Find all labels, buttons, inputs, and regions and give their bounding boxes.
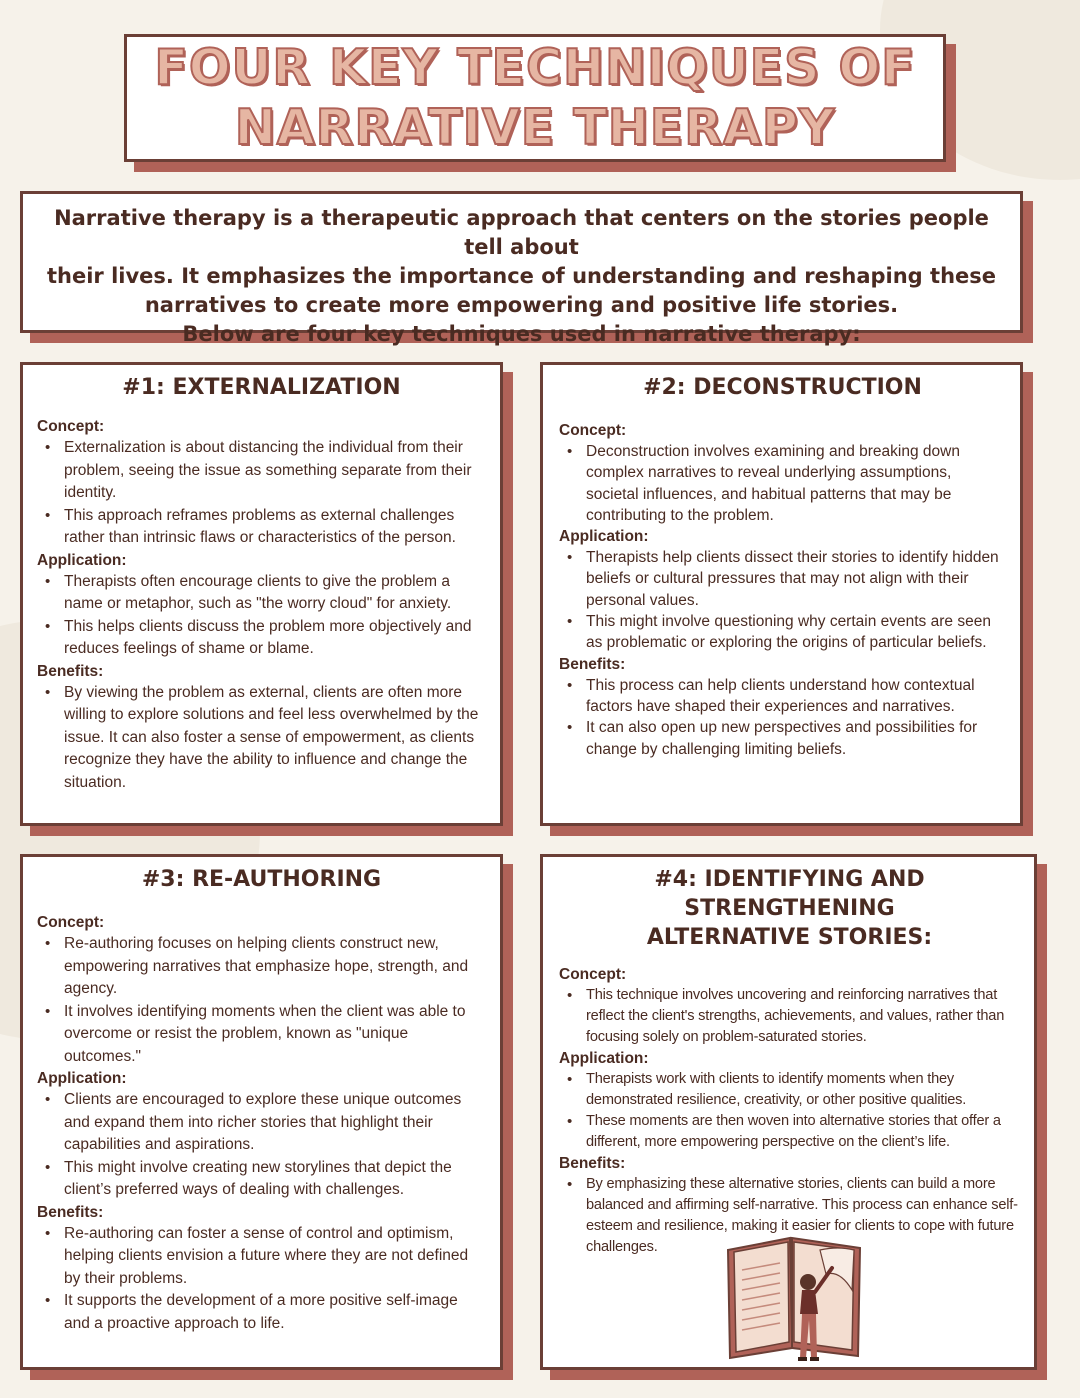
intro-line: Narrative therapy is a therapeutic approach that centers on the stories people tell about xyxy=(54,206,989,259)
technique-card-externalization xyxy=(20,362,503,826)
open-book-icon xyxy=(728,1238,860,1358)
card-title-line-2: ALTERNATIVE STORIES: xyxy=(646,925,933,950)
concept-list xyxy=(37,437,486,550)
concept-list xyxy=(37,933,486,1068)
application-label: Application: xyxy=(559,1050,649,1067)
list-item: • These moments are then woven into alternative stories that offer a different, more empowering perspective on the client’s life. xyxy=(559,1111,1020,1153)
open-book-illustration xyxy=(720,1230,870,1365)
list-item: • It can also open up new perspectives and possibilities for change by challenging limiting beliefs. xyxy=(559,717,1006,760)
concept-list xyxy=(559,985,1020,1048)
card-title: #3: RE-AUTHORING xyxy=(141,867,382,892)
application-label: Application: xyxy=(559,528,649,546)
application-label: Application: xyxy=(37,1070,127,1087)
list-item: • Therapists work with clients to identify moments when they demonstrated resilience, creativity, or other positive qualities. xyxy=(559,1069,1020,1111)
application-label: Application: xyxy=(37,551,127,569)
benefits-list xyxy=(559,675,1006,760)
list-item: • This approach reframes problems as external challenges rather than intrinsic flaws or characteristics of the person. xyxy=(37,505,486,550)
list-item: • Re-authoring can foster a sense of control and optimism, helping clients envision a future where they are not defined by their problems. xyxy=(37,1223,486,1291)
page-title-line-2: NARRATIVE THERAPY xyxy=(234,99,836,156)
list-item: • Externalization is about distancing the individual from their problem, seeing the issue as something separate from their identity. xyxy=(37,437,486,505)
concept-label: Concept: xyxy=(37,914,105,931)
intro-line: their lives. It emphasizes the importance of understanding and reshaping these xyxy=(47,264,996,288)
intro-line: narratives to create more empowering and positive life stories. xyxy=(144,293,899,317)
list-item: • Deconstruction involves examining and breaking down complex narratives to reveal underlying assumptions, societal influences, and habitual patterns that may be contributing to the problem. xyxy=(559,441,1006,526)
list-item: • This might involve creating new storylines that depict the client’s preferred ways of dealing with challenges. xyxy=(37,1157,486,1202)
list-item: • Therapists often encourage clients to give the problem a name or metaphor, such as "the worry cloud" for anxiety. xyxy=(37,571,486,616)
benefits-label: Benefits: xyxy=(37,662,104,680)
benefits-label: Benefits: xyxy=(37,1203,104,1221)
list-item: • This technique involves uncovering and reinforcing narratives that reflect the client's strengths, achievements, and values, rather than focusing solely on problem-saturated stories. xyxy=(559,985,1020,1048)
technique-card-re-authoring xyxy=(20,854,503,1370)
card-title: #1: EXTERNALIZATION xyxy=(122,375,401,400)
benefits-label: Benefits: xyxy=(559,655,626,673)
concept-label: Concept: xyxy=(559,422,627,439)
benefits-list xyxy=(37,1223,486,1336)
card-title-line-1: #4: IDENTIFYING AND STRENGTHENING xyxy=(654,867,925,921)
card-title: #2: DECONSTRUCTION xyxy=(643,375,922,400)
intro-panel xyxy=(20,191,1023,346)
application-list xyxy=(559,547,1006,653)
list-item: • Clients are encouraged to explore these unique outcomes and expand them into richer stories that highlight their capabilities and aspirations. xyxy=(37,1089,486,1157)
application-list xyxy=(559,1069,1020,1153)
list-item: • This process can help clients understand how contextual factors have shaped their experiences and narratives. xyxy=(559,675,1006,718)
card-title xyxy=(559,865,1020,952)
benefits-label: Benefits: xyxy=(559,1155,626,1172)
list-item: • By viewing the problem as external, clients are often more willing to explore solutions and feel less overwhelmed by the issue. It can also foster a sense of empowerment, as clients recognize they have the ability to influence and change the situation. xyxy=(37,682,486,795)
concept-label: Concept: xyxy=(37,418,105,435)
concept-list xyxy=(559,441,1006,526)
application-list xyxy=(37,1089,486,1202)
benefits-list xyxy=(37,682,486,795)
list-item: • It supports the development of a more positive self-image and a proactive approach to life. xyxy=(37,1290,486,1335)
list-item: • It involves identifying moments when the client was able to overcome or resist the problem, known as "unique outcomes." xyxy=(37,1001,486,1069)
list-item: • This might involve questioning why certain events are seen as problematic or exploring the origins of particular beliefs. xyxy=(559,611,1006,654)
intro-line: Below are four key techniques used in narrative therapy: xyxy=(182,322,861,346)
application-list xyxy=(37,571,486,661)
list-item: • Therapists help clients dissect their stories to identify hidden beliefs or cultural pressures that may not align with their personal values. xyxy=(559,547,1006,611)
list-item: • This helps clients discuss the problem more objectively and reduces feelings of shame or blame. xyxy=(37,616,486,661)
list-item: • Re-authoring focuses on helping clients construct new, empowering narratives that emphasize hope, strength, and agency. xyxy=(37,933,486,1001)
title-banner xyxy=(124,34,946,162)
list-item: • By emphasizing these alternative stories, clients can build a more balanced and affirming self-narrative. This process can enhance self-esteem and resilience, making it easier for clients to cope with future challenges. xyxy=(559,1174,1020,1258)
concept-label: Concept: xyxy=(559,966,627,983)
technique-card-deconstruction xyxy=(540,362,1023,826)
page-title-line-1: FOUR KEY TECHNIQUES OF xyxy=(154,39,916,96)
